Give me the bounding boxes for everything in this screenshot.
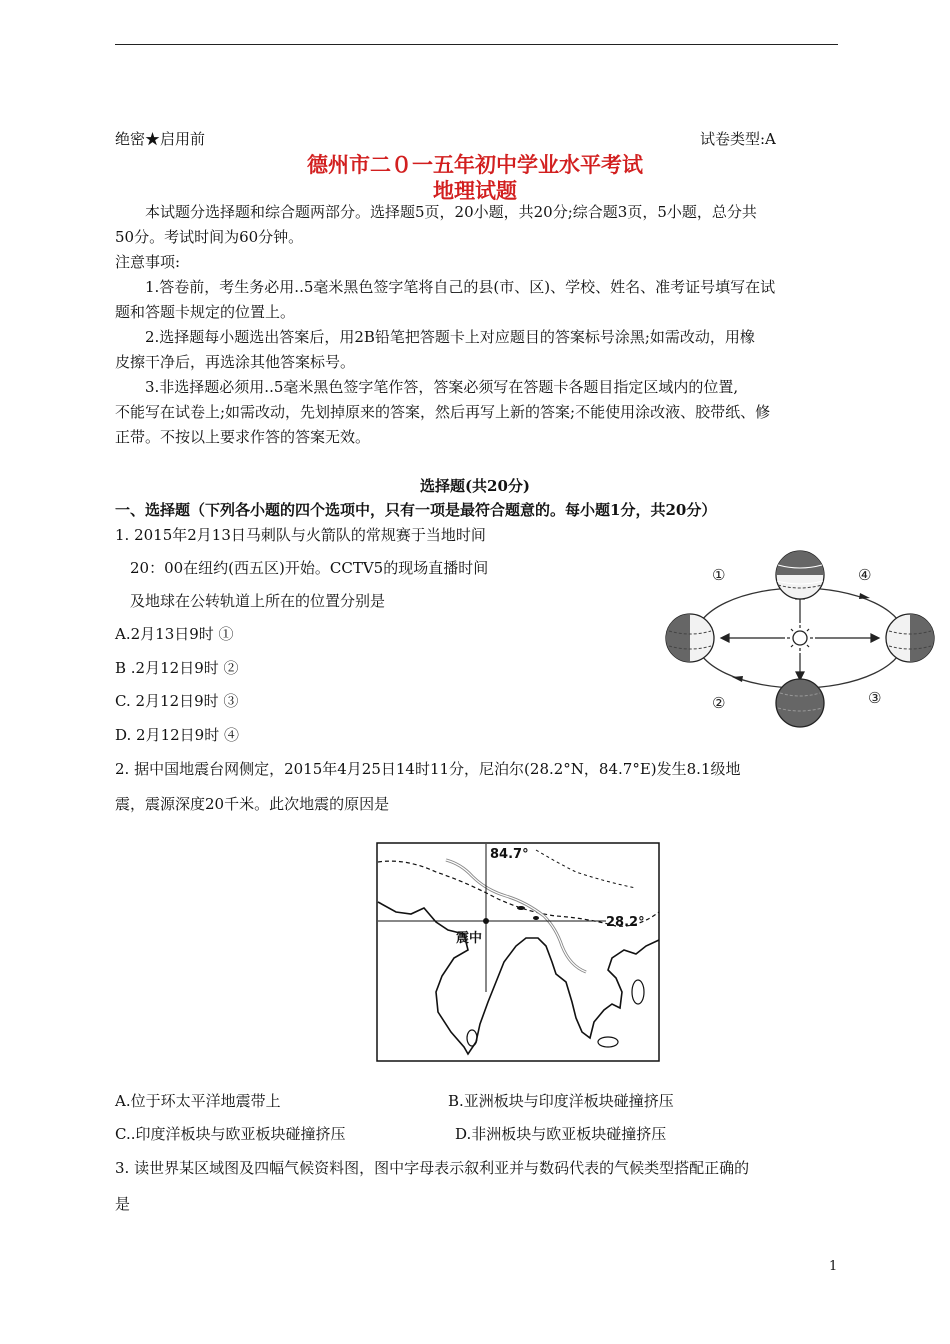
orbit-label-1: ① (712, 566, 726, 584)
notice-item: 3.非选择题必须用..5毫米黑色签字笔作答，答案必须写在答题卡各题目指定区域内的位置, (145, 378, 739, 396)
page-number: 1 (829, 1259, 838, 1274)
q1-option-b: B .2月12日9时 ② (115, 659, 239, 677)
notice-heading: 注意事项: (115, 253, 181, 271)
q3-stem: 是 (115, 1195, 131, 1213)
q1-stem: 20：00在纽约(西五区)开始。CCTV5的现场直播时间 (130, 559, 489, 577)
latitude-label: 28.2° (606, 915, 645, 930)
q2-option-d: D.非洲板块与欧亚板块碰撞挤压 (455, 1125, 667, 1143)
q2-option-c: C..印度洋板块与欧亚板块碰撞挤压 (115, 1125, 346, 1143)
notice-item: 不能写在试卷上;如需改动，先划掉原来的答案，然后再写上新的答案;不能使用涂改液、胶带纸、修 (115, 403, 771, 421)
intro-paragraph: 本试题分选择题和综合题两部分。选择题5页，20小题，共20分;综合题3页，5小题，总分共 (145, 203, 757, 221)
q1-option-d: D. 2月12日9时 ④ (115, 726, 239, 744)
q1-stem: 及地球在公转轨道上所在的位置分别是 (130, 592, 386, 610)
confidential-tag: 绝密★启用前 (115, 130, 206, 148)
q1-option-a: A.2月13日9时 ① (115, 625, 234, 643)
epicenter-marker (483, 918, 489, 924)
section-title: 选择题(共20分) (419, 477, 531, 495)
orbit-label-3: ③ (868, 689, 882, 707)
q2-stem: 2. 据中国地震台网侧定，2015年4月25日14时11分，尼泊尔(28.2°N，84.7°E)发生8.1级地 (115, 760, 741, 778)
section-instruction: 一、选择题（下列各小题的四个选项中，只有一项是最符合题意的。每小题1分，共20分） (115, 501, 717, 519)
nepal-earthquake-map (376, 842, 660, 1062)
orbit-label-2: ② (712, 694, 726, 712)
q2-stem: 震，震源深度20千米。此次地震的原因是 (115, 795, 390, 813)
epicenter-label: 震中 (456, 931, 483, 946)
earth-orbit-diagram (660, 543, 940, 733)
q1-stem: 1. 2015年2月13日马刺队与火箭队的常规赛于当地时间 (115, 526, 486, 544)
q3-stem: 3. 读世界某区域图及四幅气候资料图，图中字母表示叙利亚并与数码代表的气候类型搭配正确的 (115, 1159, 750, 1177)
q2-option-a: A.位于环太平洋地震带上 (115, 1092, 281, 1110)
paper-type-tag: 试卷类型:A (700, 130, 776, 148)
intro-paragraph: 50分。考试时间为60分钟。 (115, 228, 304, 246)
q1-option-c: C. 2月12日9时 ③ (115, 692, 239, 710)
q2-option-b: B.亚洲板块与印度洋板块碰撞挤压 (448, 1092, 674, 1110)
longitude-label: 84.7° (490, 847, 529, 862)
notice-item: 1.答卷前，考生务必用..5毫米黑色签字笔将自己的县(市、区)、学校、姓名、准考证号填写在试 (145, 278, 776, 296)
orbit-label-4: ④ (858, 566, 872, 584)
subject-title: 地理试题 (433, 178, 517, 203)
sun-icon (787, 625, 813, 651)
exam-title: 德州市二０一五年初中学业水平考试 (307, 152, 643, 177)
notice-item: 正带。不按以上要求作答的答案无效。 (115, 428, 371, 446)
notice-item: 题和答题卡规定的位置上。 (115, 303, 296, 321)
header-rule (115, 44, 838, 45)
notice-item: 2.选择题每小题选出答案后，用2B铅笔把答题卡上对应题目的答案标号涂黑;如需改动，用橡 (145, 328, 755, 346)
notice-item: 皮擦干净后，再选涂其他答案标号。 (115, 353, 356, 371)
